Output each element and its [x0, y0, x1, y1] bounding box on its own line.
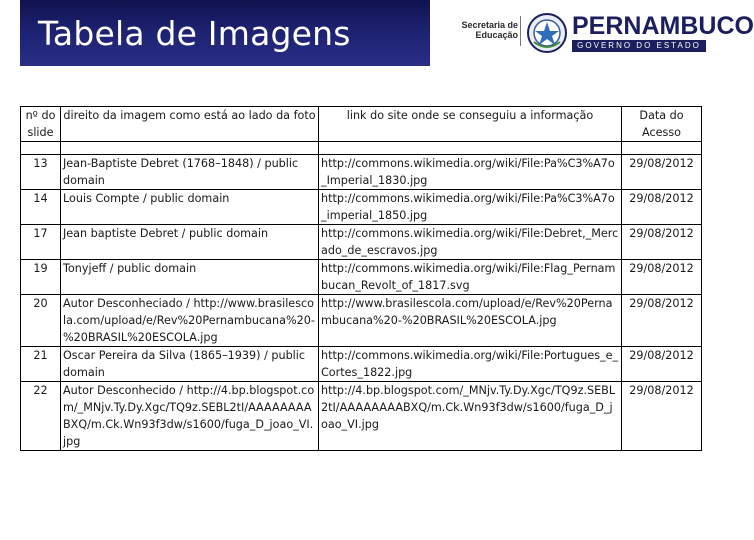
cell-date: 29/08/2012: [622, 155, 702, 190]
images-table-container: [20, 106, 702, 451]
header-slide-number: nº do slide: [21, 107, 61, 142]
cell-link[interactable]: http://commons.wikimedia.org/wiki/File:Portugues_e_Cortes_1822.jpg: [319, 347, 622, 382]
cell-slide: 20: [21, 295, 61, 347]
cell-rights: Tonyjeff / public domain: [61, 260, 319, 295]
secretaria-line-2: Educação: [475, 30, 518, 40]
cell-date: 29/08/2012: [622, 225, 702, 260]
header-source-link: link do site onde se conseguiu a informação: [319, 107, 622, 142]
cell-slide: 14: [21, 190, 61, 225]
table-row: [21, 155, 702, 190]
table-row: [21, 260, 702, 295]
secretaria-label: [448, 20, 518, 40]
table-row: [21, 225, 702, 260]
brand-subtitle: GOVERNO DO ESTADO: [572, 40, 706, 52]
cell-date: 29/08/2012: [622, 260, 702, 295]
table-row: [21, 190, 702, 225]
cell-date: 29/08/2012: [622, 295, 702, 347]
cell-slide: 17: [21, 225, 61, 260]
cell-date: 29/08/2012: [622, 347, 702, 382]
cell-date: 29/08/2012: [622, 190, 702, 225]
state-seal-icon: [526, 12, 568, 54]
cell-rights: Jean-Baptiste Debret (1768–1848) / public domain: [61, 155, 319, 190]
header-image-rights: direito da imagem como está ao lado da foto: [61, 107, 319, 142]
cell-rights: Oscar Pereira da Silva (1865–1939) / public domain: [61, 347, 319, 382]
cell-slide: 21: [21, 347, 61, 382]
cell-slide: 13: [21, 155, 61, 190]
table-spacer-row: [21, 142, 702, 155]
header-access-date: Data do Acesso: [622, 107, 702, 142]
slide-title: Tabela de Imagens: [38, 14, 351, 53]
table-row: [21, 382, 702, 451]
secretaria-line-1: Secretaria de: [461, 20, 518, 30]
cell-slide: 19: [21, 260, 61, 295]
cell-rights: Autor Desconheciado / http://www.brasilescola.com/upload/e/Rev%20Pernambucana%20-%20BRASIL%20ESCOLA.jpg: [61, 295, 319, 347]
table-row: [21, 295, 702, 347]
cell-rights: Jean baptiste Debret / public domain: [61, 225, 319, 260]
cell-link[interactable]: http://commons.wikimedia.org/wiki/File:Pa%C3%A7o_Imperial_1830.jpg: [319, 155, 622, 190]
cell-link[interactable]: http://4.bp.blogspot.com/_MNjv.Ty.Dy.Xgc/TQ9z.SEBL2tI/AAAAAAAABXQ/m.Ck.Wn93f3dw/s1600/fuga_D_joao_VI.jpg: [319, 382, 622, 451]
cell-slide: 22: [21, 382, 61, 451]
slide-header: [0, 0, 754, 82]
cell-rights: Louis Compte / public domain: [61, 190, 319, 225]
cell-link[interactable]: http://commons.wikimedia.org/wiki/File:Pa%C3%A7o_imperial_1850.jpg: [319, 190, 622, 225]
table-row: [21, 347, 702, 382]
cell-date: 29/08/2012: [622, 382, 702, 451]
images-table: [20, 106, 702, 451]
brand-name: PERNAMBUCO: [572, 12, 754, 40]
cell-link[interactable]: http://www.brasilescola.com/upload/e/Rev%20Pernambucana%20-%20BRASIL%20ESCOLA.jpg: [319, 295, 622, 347]
cell-rights: Autor Desconhecido / http://4.bp.blogspot.com/_MNjv.Ty.Dy.Xgc/TQ9z.SEBL2tI/AAAAAAAABXQ/m.Ck.Wn93f3dw/s1600/fuga_D_joao_VI.jpg: [61, 382, 319, 451]
cell-link[interactable]: http://commons.wikimedia.org/wiki/File:Debret,_Mercado_de_escravos.jpg: [319, 225, 622, 260]
cell-link[interactable]: http://commons.wikimedia.org/wiki/File:Flag_Pernambucan_Revolt_of_1817.svg: [319, 260, 622, 295]
logo-divider: [520, 16, 521, 46]
table-header-row: [21, 107, 702, 142]
